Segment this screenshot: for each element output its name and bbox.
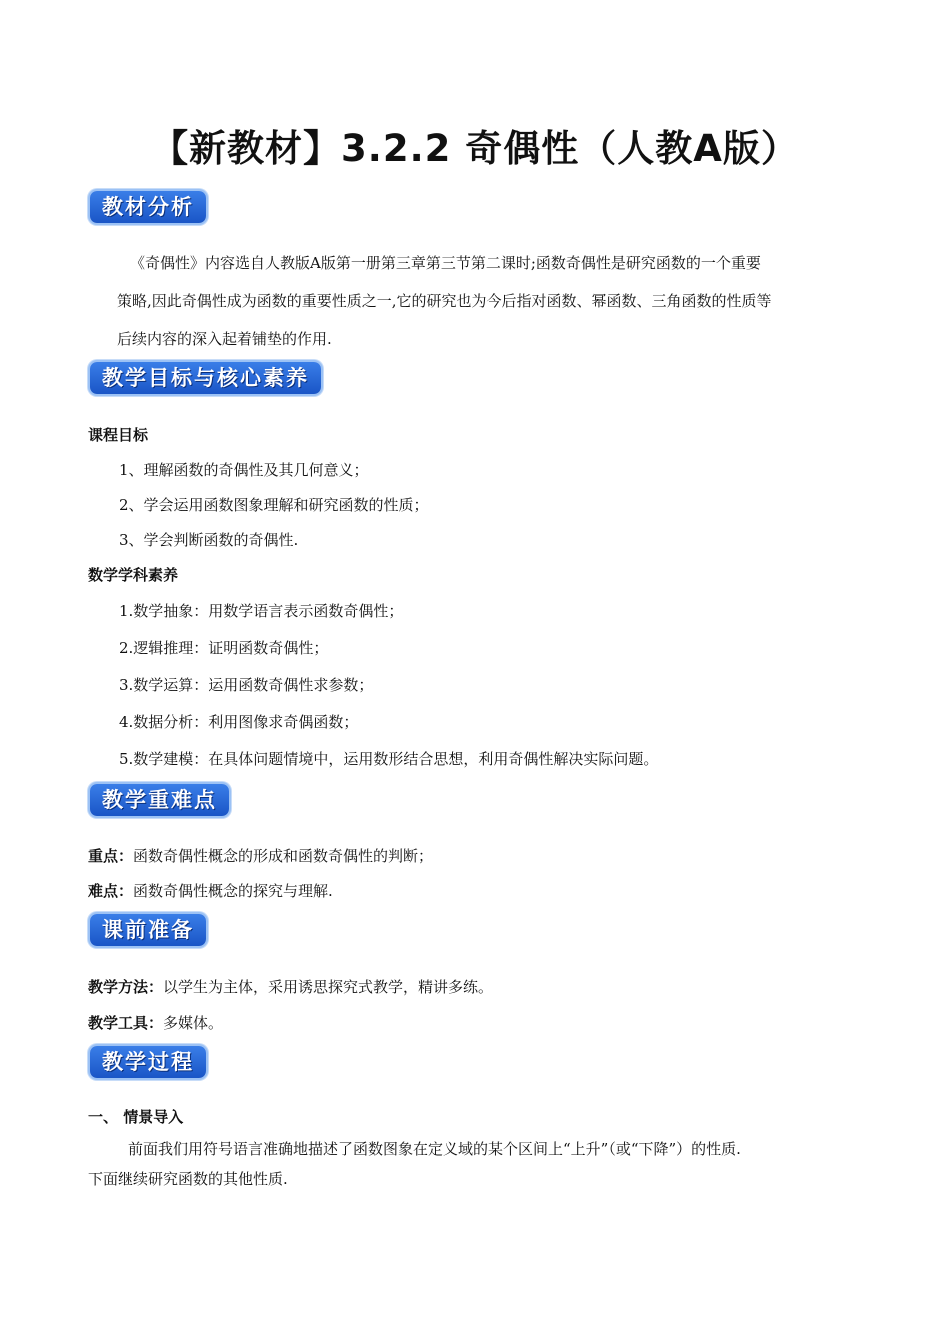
literacy-label: 数学学科素养 bbox=[88, 566, 179, 584]
key-point bbox=[88, 845, 433, 866]
key-point-label: 重点： bbox=[88, 847, 134, 865]
course-goal-1: 1、理解函数的奇偶性及其几何意义； bbox=[119, 461, 369, 479]
section-heading-difficulty: 教学重难点 bbox=[90, 784, 229, 816]
section-heading-prep: 课前准备 bbox=[90, 914, 206, 946]
literacy-3: 3.数学运算：运用函数奇偶性求参数； bbox=[119, 676, 374, 694]
key-point-text: 函数奇偶性概念的形成和函数奇偶性的判断； bbox=[133, 847, 434, 865]
section-heading-analysis: 教材分析 bbox=[90, 191, 206, 223]
intro-line-1: 前面我们用符号语言准确地描述了函数图象在定义域的某个区间上“上升”（或“下降”）的性质. bbox=[128, 1140, 741, 1158]
section-heading-process: 教学过程 bbox=[90, 1046, 206, 1078]
analysis-line-3: 后续内容的深入起着铺垫的作用. bbox=[117, 330, 332, 348]
teaching-tool-label: 教学工具： bbox=[88, 1014, 164, 1032]
course-goal-label: 课程目标 bbox=[88, 426, 149, 444]
teaching-tool bbox=[88, 1012, 223, 1033]
intro-line-2: 下面继续研究函数的其他性质. bbox=[88, 1170, 288, 1188]
hard-point-label: 难点： bbox=[88, 882, 134, 900]
analysis-line-2: 策略,因此奇偶性成为函数的重要性质之一,它的研究也为今后指对函数、幂函数、三角函数的性质等 bbox=[117, 292, 772, 310]
teaching-method-label: 教学方法： bbox=[88, 978, 164, 996]
analysis-line-1: 《奇偶性》内容选自人教版A版第一册第三章第三节第二课时;函数奇偶性是研究函数的一个重要 bbox=[130, 254, 761, 272]
course-goal-3: 3、学会判断函数的奇偶性. bbox=[119, 531, 299, 549]
page-title: 【新教材】3.2.2 奇偶性（人教A版） bbox=[151, 127, 799, 170]
hard-point bbox=[88, 880, 333, 901]
course-goal-2: 2、学会运用函数图象理解和研究函数的性质； bbox=[119, 496, 429, 514]
teaching-tool-text: 多媒体。 bbox=[163, 1014, 224, 1032]
subsection-intro: 一、 情景导入 bbox=[88, 1108, 184, 1126]
hard-point-text: 函数奇偶性概念的探究与理解. bbox=[133, 882, 333, 900]
literacy-2: 2.逻辑推理：证明函数奇偶性； bbox=[119, 639, 329, 657]
teaching-method-text: 以学生为主体，采用诱思探究式教学，精讲多练。 bbox=[163, 978, 494, 996]
literacy-4: 4.数据分析：利用图像求奇偶函数； bbox=[119, 713, 359, 731]
section-heading-objectives: 教学目标与核心素养 bbox=[90, 362, 321, 394]
teaching-method bbox=[88, 976, 493, 997]
literacy-1: 1.数学抽象：用数学语言表示函数奇偶性； bbox=[119, 602, 404, 620]
literacy-5: 5.数学建模：在具体问题情境中，运用数形结合思想，利用奇偶性解决实际问题。 bbox=[119, 750, 659, 768]
